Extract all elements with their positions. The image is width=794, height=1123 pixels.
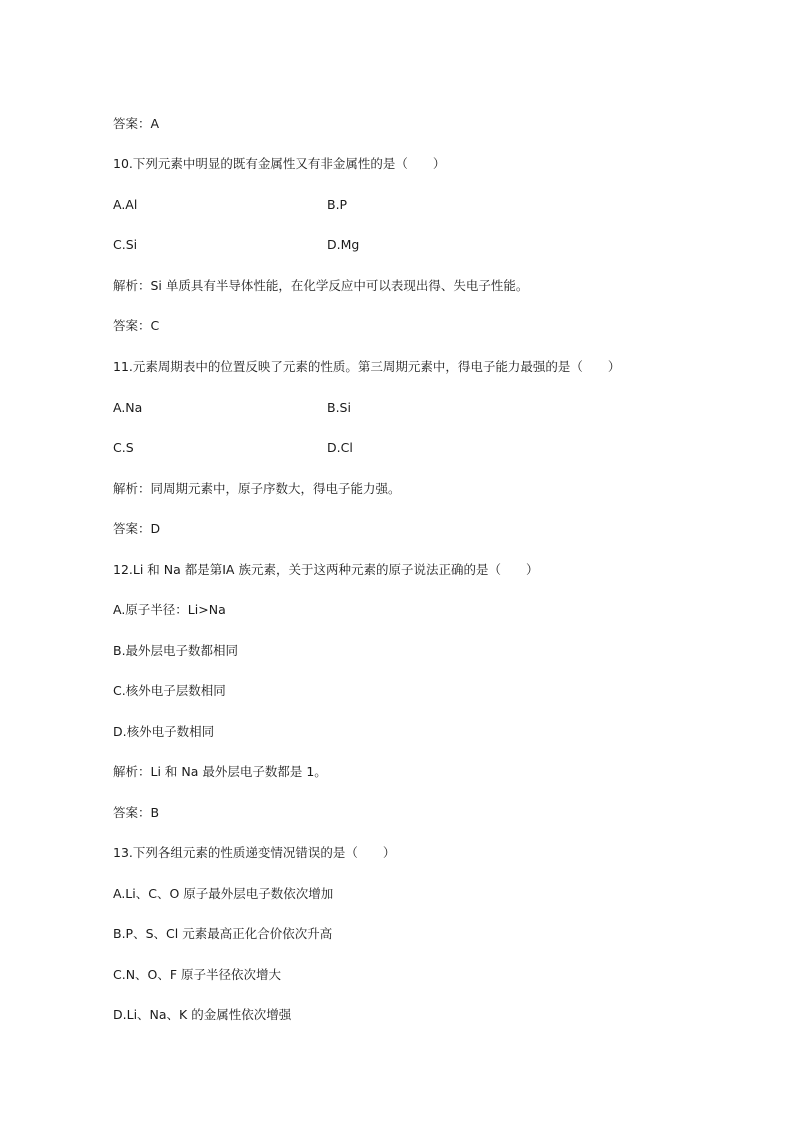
- q11-option-b: B.Si: [327, 400, 351, 415]
- q10-analysis: 解析：Si 单质具有半导体性能，在化学反应中可以表现出得、失电子性能。: [113, 278, 529, 293]
- q11-question: 11.元素周期表中的位置反映了元素的性质。第三周期元素中，得电子能力最强的是（ ）: [113, 359, 621, 374]
- q10-option-d: D.Mg: [327, 237, 360, 252]
- q12-option-a: A.原子半径：Li>Na: [113, 602, 226, 617]
- q10-option-a: A.Al: [113, 197, 138, 212]
- q11-option-a: A.Na: [113, 400, 143, 415]
- q13-option-c: C.N、O、F 原子半径依次增大: [113, 967, 282, 982]
- q11-analysis: 解析：同周期元素中，原子序数大，得电子能力强。: [113, 481, 401, 496]
- q12-question: 12.Li 和 Na 都是第ⅠA 族元素，关于这两种元素的原子说法正确的是（ ）: [113, 562, 539, 577]
- q12-option-c: C.核外电子层数相同: [113, 683, 226, 698]
- q13-option-b: B.P、S、Cl 元素最高正化合价依次升高: [113, 926, 333, 941]
- q12-answer: 答案：B: [113, 805, 160, 820]
- q13-option-d: D.Li、Na、K 的金属性依次增强: [113, 1007, 292, 1022]
- q10-option-b: B.P: [327, 197, 348, 212]
- q11-option-d: D.Cl: [327, 440, 353, 455]
- q9-answer: 答案：A: [113, 116, 160, 131]
- q13-option-a: A.Li、C、O 原子最外层电子数依次增加: [113, 886, 334, 901]
- q12-option-b: B.最外层电子数都相同: [113, 643, 239, 658]
- q10-question: 10.下列元素中明显的既有金属性又有非金属性的是（ ）: [113, 156, 446, 171]
- q13-question: 13.下列各组元素的性质递变情况错误的是（ ）: [113, 845, 396, 860]
- q10-answer: 答案：C: [113, 318, 160, 333]
- q11-option-c: C.S: [113, 440, 134, 455]
- q12-analysis: 解析：Li 和 Na 最外层电子数都是 1。: [113, 764, 327, 779]
- q11-answer: 答案：D: [113, 521, 161, 536]
- q12-option-d: D.核外电子数相同: [113, 724, 215, 739]
- q10-option-c: C.Si: [113, 237, 138, 252]
